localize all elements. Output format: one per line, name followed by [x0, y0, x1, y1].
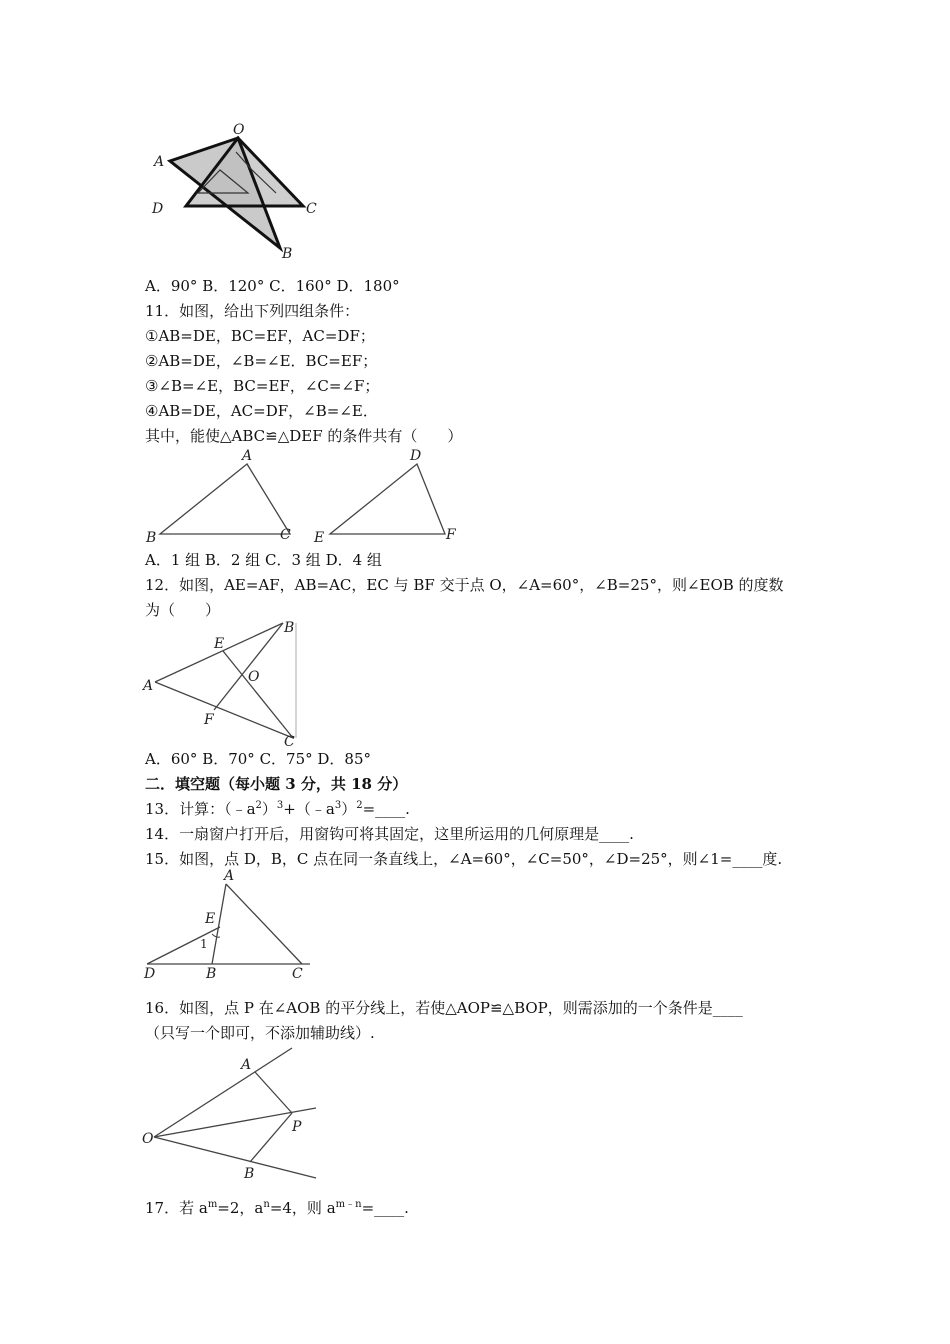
q11-condition-3: ③∠B=∠E，BC=EF，∠C=∠F； — [145, 377, 380, 395]
q15-label-a: A — [224, 868, 235, 884]
q10-label-c: C — [306, 201, 317, 217]
q15-label-e: E — [205, 911, 216, 927]
q10-label-o: O — [233, 122, 245, 138]
q15-label-b: B — [206, 966, 217, 981]
q11-options: A．1 组 B．2 组 C．3 组 D．4 组 — [145, 551, 382, 569]
q16-text-line1: 16．如图，点 P 在∠AOB 的平分线上，若使△AOP≌△BOP，则需添加的一个条件是____ — [145, 999, 743, 1017]
q12-figure — [140, 618, 305, 748]
q13-text: 13．计算：$(﹣a^2)^3+(﹣a^3)^2=\_\_\_\_$. — [145, 800, 410, 818]
q10-label-d: D — [152, 201, 164, 217]
q11-question: 其中，能使△ABC≌△DEF 的条件共有（ ） — [145, 427, 463, 445]
q16-label-a: A — [241, 1057, 252, 1073]
q12-stem-line2: 为（ ） — [145, 601, 221, 619]
q12-label-b: B — [284, 620, 295, 636]
q11-condition-1: ①AB=DE，BC=EF，AC=DF； — [145, 327, 375, 345]
q11-label-e: E — [314, 530, 325, 546]
q11-condition-2: ②AB=DE，∠B=∠E．BC=EF； — [145, 352, 378, 370]
q11-label-a: A — [242, 448, 253, 464]
q11-label-b: B — [146, 530, 157, 546]
q12-label-e: E — [214, 636, 225, 652]
q12-label-o: O — [248, 669, 260, 685]
q11-label-f: F — [446, 527, 456, 543]
q12-label-f: F — [204, 712, 214, 728]
q11-stem: 11．如图，给出下列四组条件： — [145, 302, 360, 320]
q10-figure — [148, 118, 318, 263]
q12-label-c: C — [284, 734, 295, 748]
q11-label-d: D — [410, 448, 422, 464]
q14-text: 14．一扇窗户打开后，用窗钩可将其固定，这里所运用的几何原理是____. — [145, 825, 634, 843]
q11-figure — [142, 446, 462, 546]
q10-label-a: A — [154, 154, 165, 170]
q16-label-b: B — [244, 1166, 255, 1182]
q16-text-line2: （只写一个即可，不添加辅助线）. — [145, 1024, 375, 1042]
q10-options: A．90° B．120° C．160° D．180° — [145, 277, 400, 295]
q17-text: 17．若 $a^m=2$，$a^n=4$，则 $a^{m﹣n}=\_\_\_\_$. — [145, 1199, 409, 1217]
q15-figure — [142, 866, 317, 981]
q16-figure — [140, 1042, 322, 1182]
q15-label-c: C — [292, 966, 303, 981]
q12-options: A．60° B．70° C．75° D．85° — [145, 750, 372, 768]
q16-label-o: O — [142, 1131, 154, 1147]
q12-label-a: A — [143, 678, 154, 694]
q11-condition-4: ④AB=DE，AC=DF，∠B=∠E． — [145, 402, 378, 420]
section-2-title: 二．填空题（每小题 3 分，共 18 分） — [145, 775, 408, 793]
q12-stem-line1: 12．如图，AE=AF，AB=AC，EC 与 BF 交于点 O，∠A=60°，∠B=25°，则∠EOB 的度数 — [145, 576, 784, 594]
q10-label-b: B — [282, 246, 293, 262]
q15-text: 15．如图，点 D，B，C 点在同一条直线上，∠A=60°，∠C=50°，∠D=25°，则∠1=____度. — [145, 850, 783, 868]
q15-label-d: D — [144, 966, 156, 981]
q16-label-p: P — [292, 1119, 302, 1135]
q15-label-angle-1: 1 — [200, 937, 208, 951]
q11-label-c: C — [280, 527, 291, 543]
